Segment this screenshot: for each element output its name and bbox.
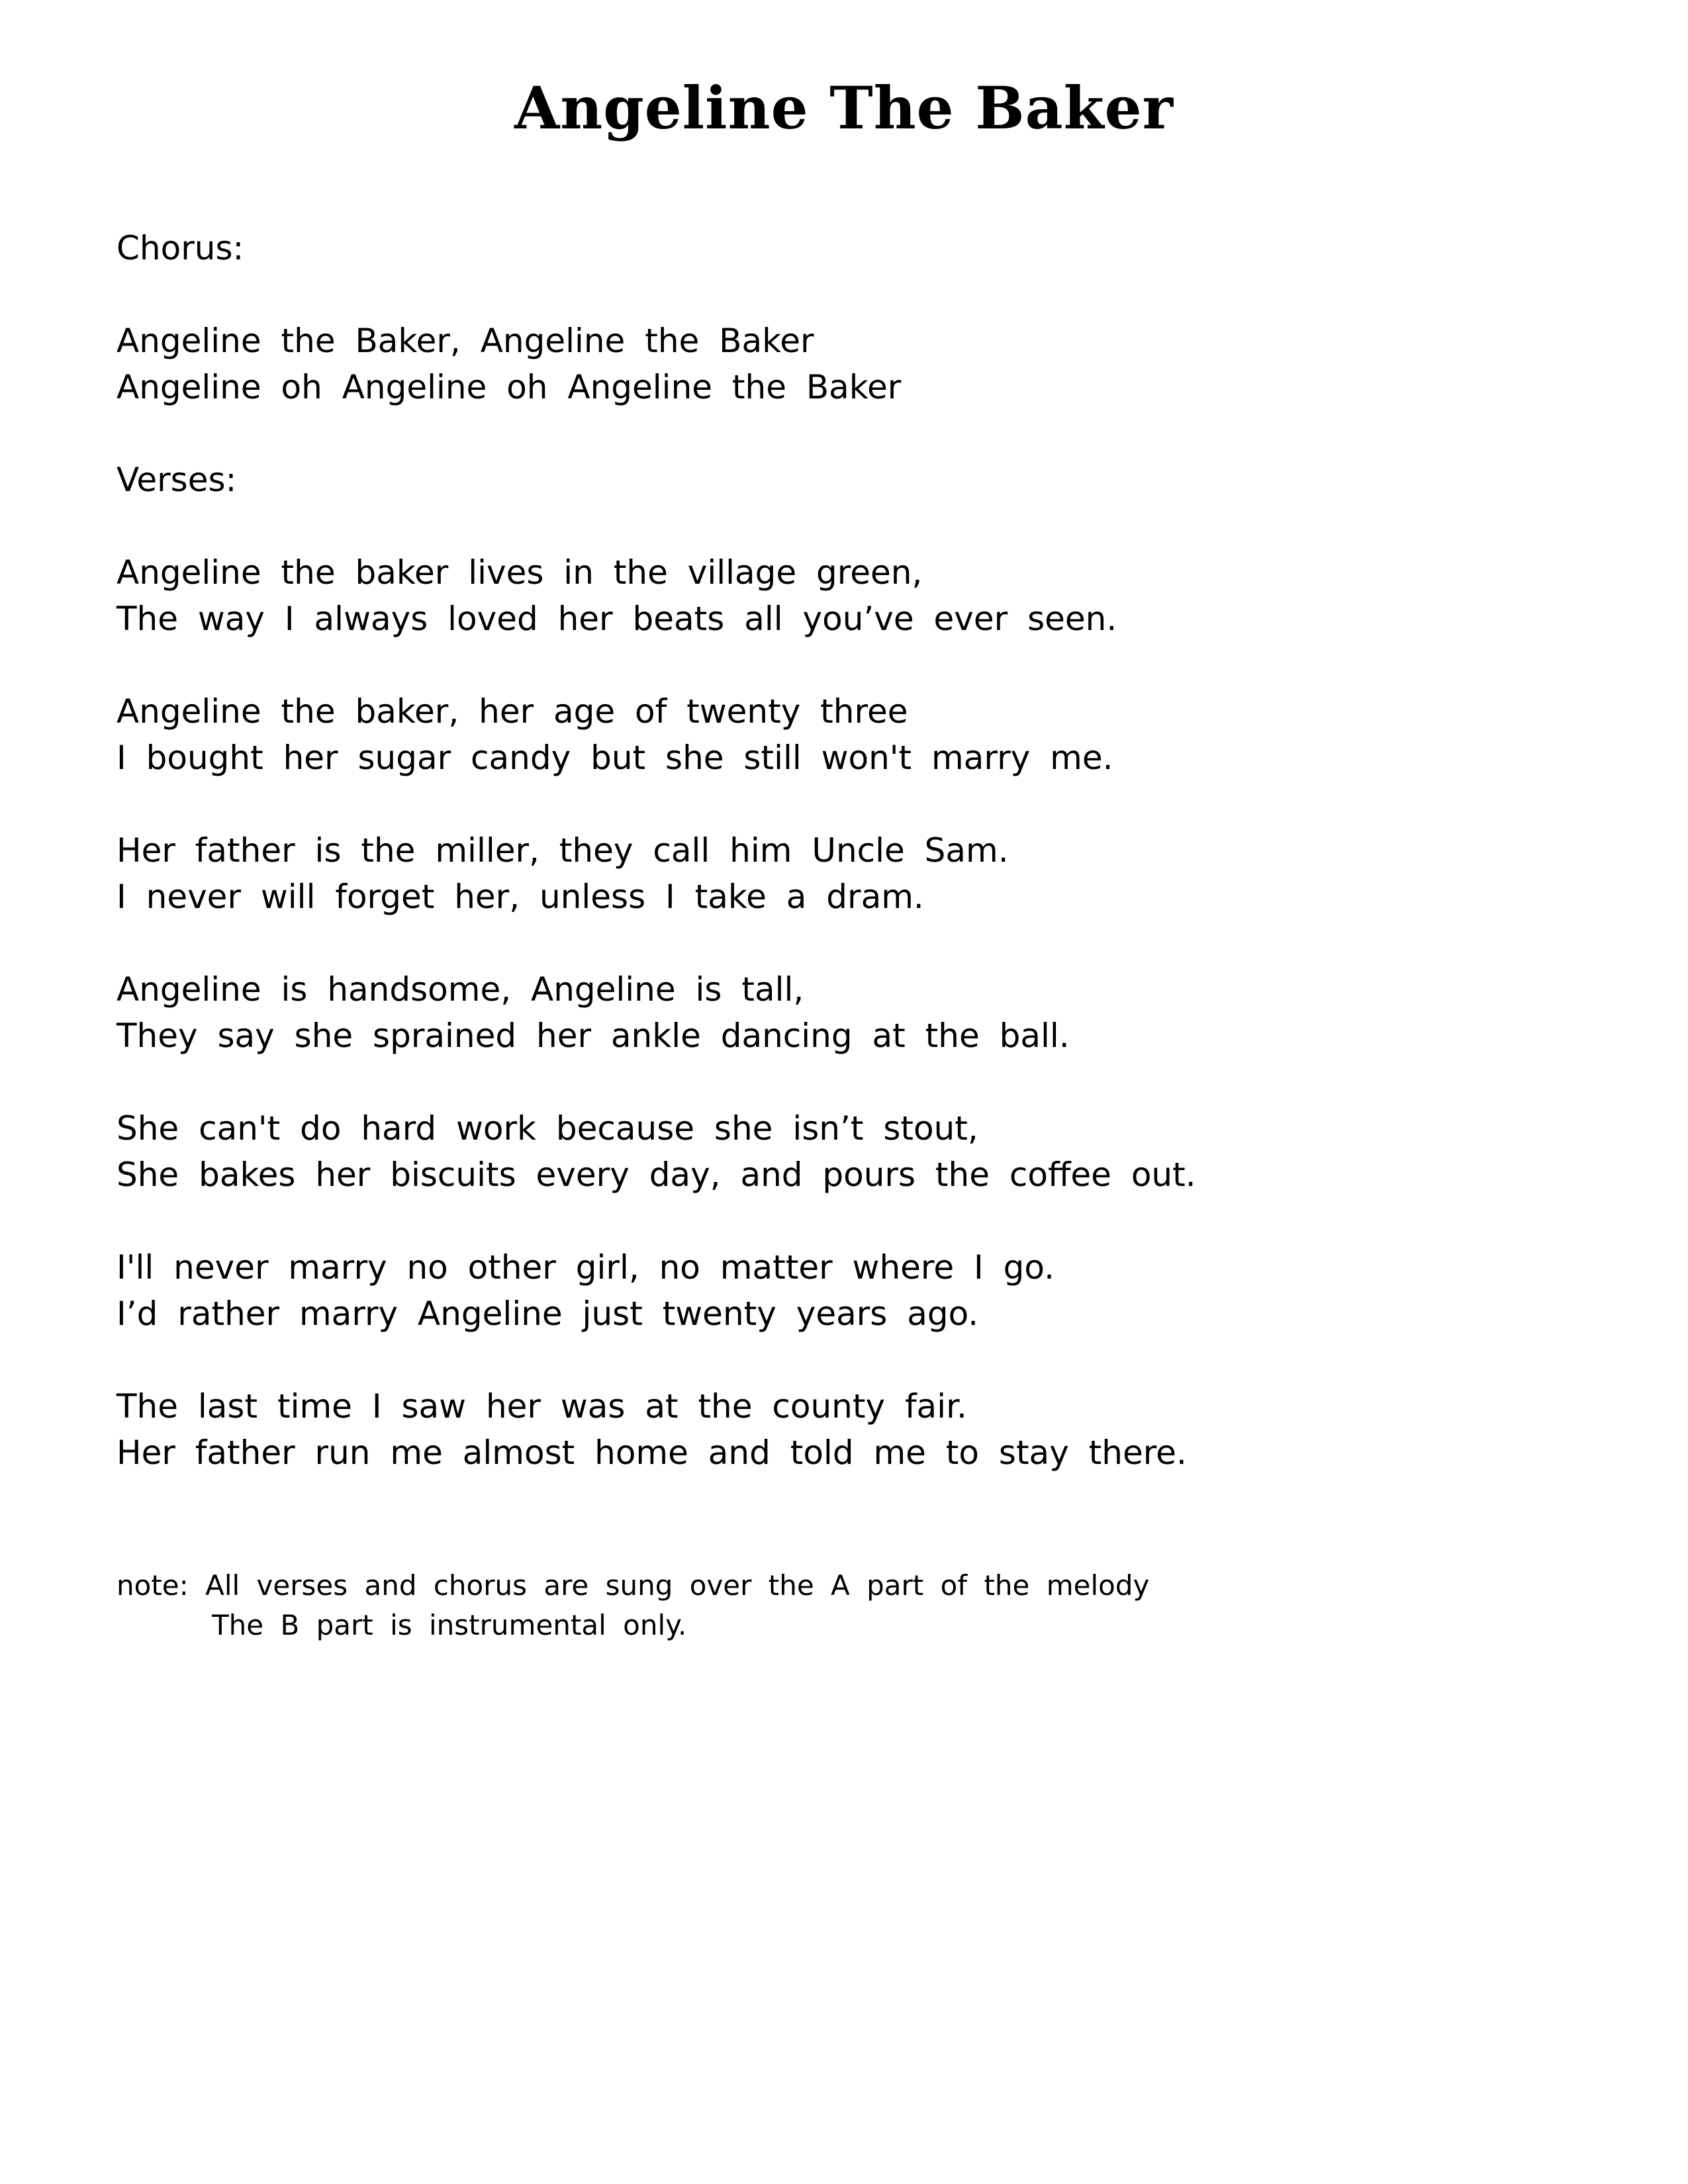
chorus-line: Angeline oh Angeline oh Angeline the Baker bbox=[117, 368, 902, 406]
verse-line: Angeline is handsome, Angeline is tall, bbox=[117, 970, 804, 1009]
verse-line: Angeline the baker lives in the village green, bbox=[117, 553, 923, 592]
chorus-label: Chorus: bbox=[117, 229, 244, 267]
note-line: note: All verses and chorus are sung over the A part of the melody bbox=[117, 1569, 1150, 1602]
verse-line: They say she sprained her ankle dancing at the ball. bbox=[117, 1017, 1070, 1055]
spacer bbox=[117, 271, 1573, 318]
verse-line: I bought her sugar candy but she still won't marry me. bbox=[117, 739, 1113, 777]
spacer bbox=[117, 642, 1573, 688]
lyrics-body bbox=[117, 225, 1573, 1476]
verse-line: She can't do hard work because she isn’t stout, bbox=[117, 1109, 978, 1148]
spacer bbox=[117, 1337, 1573, 1383]
verse-line: Her father run me almost home and told me to stay there. bbox=[117, 1433, 1187, 1472]
performance-note bbox=[117, 1566, 1573, 1645]
spacer bbox=[117, 410, 1573, 457]
verse-line: Her father is the miller, they call him Uncle Sam. bbox=[117, 831, 1009, 870]
note-line: The B part is instrumental only. bbox=[212, 1609, 687, 1641]
verse-line: I'll never marry no other girl, no matter where I go. bbox=[117, 1248, 1055, 1287]
spacer bbox=[117, 781, 1573, 827]
verse-line: The last time I saw her was at the county fair. bbox=[117, 1387, 967, 1426]
verse-line: She bakes her biscuits every day, and pours the coffee out. bbox=[117, 1156, 1196, 1194]
song-title: Angeline The Baker bbox=[514, 73, 1174, 142]
verse-line: I’d rather marry Angeline just twenty years ago. bbox=[117, 1295, 979, 1333]
chorus-line: Angeline the Baker, Angeline the Baker bbox=[117, 322, 814, 360]
spacer bbox=[117, 1198, 1573, 1244]
verse-line: Angeline the baker, her age of twenty three bbox=[117, 692, 908, 731]
spacer bbox=[117, 920, 1573, 966]
verse-line: The way I always loved her beats all you’ve ever seen. bbox=[117, 600, 1117, 638]
spacer bbox=[117, 1059, 1573, 1105]
verse-line: I never will forget her, unless I take a dram. bbox=[117, 878, 924, 916]
spacer bbox=[117, 503, 1573, 549]
verses-label: Verses: bbox=[117, 461, 237, 499]
